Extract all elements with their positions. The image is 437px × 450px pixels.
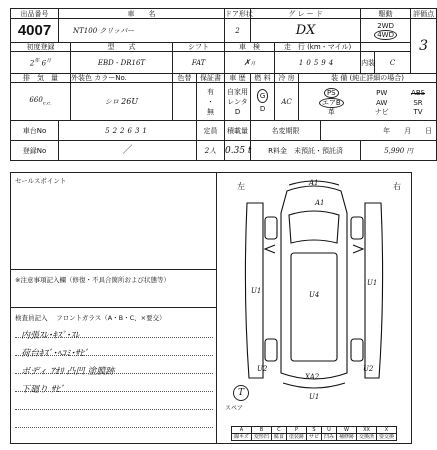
- fuel-diesel: D: [259, 104, 266, 113]
- expiry-label: 名変期限: [251, 121, 321, 141]
- mark-left-u1: U1: [251, 287, 262, 295]
- equip-ps: PS: [324, 88, 339, 98]
- doors-value: 2: [225, 19, 251, 43]
- equip-sr: SR: [413, 98, 423, 107]
- car-name: NT100 クリッパー: [59, 19, 225, 43]
- doors-label: ドア形状: [225, 9, 253, 18]
- color-header: [71, 74, 173, 83]
- inspector-label: 検査員記入: [15, 314, 48, 322]
- mark-hood-a1: A1: [315, 199, 325, 207]
- inspector-note-4: 下廻り ｻﾋﾞ: [21, 385, 65, 395]
- mark-right-u1: U1: [367, 279, 378, 287]
- car-name-label: 車 名: [59, 9, 225, 19]
- chassis-label: 車台No: [11, 121, 59, 141]
- car-outline: [245, 181, 382, 388]
- cut-off-header-band: [10, 0, 412, 8]
- displacement-value: $660_{c.c.}$: [11, 83, 71, 121]
- recycle-amount: 5,990: [384, 146, 405, 155]
- sales-point-label: セールスポイント: [15, 177, 67, 185]
- displacement-label: 排 気 量: [11, 74, 71, 83]
- lot-number: 4007: [11, 19, 59, 43]
- equip-pw: PW: [376, 88, 388, 97]
- inspection-label: 車 検: [225, 43, 275, 52]
- displacement-number: 660: [29, 96, 43, 105]
- spare-tire-mark: T: [233, 385, 249, 401]
- mileage-value: 10594: [275, 52, 361, 74]
- shift-value: FAT: [173, 52, 225, 74]
- mark-front-a1: A1: [309, 179, 319, 187]
- vehicle-info-table: [10, 8, 437, 161]
- type-label: 車 歴: [225, 74, 251, 83]
- color-value: [71, 83, 173, 121]
- drive-value: [361, 19, 411, 43]
- inspector-header: [11, 310, 170, 325]
- reg-no-label: 登録No: [11, 141, 59, 161]
- notes-column: [11, 173, 217, 443]
- damage-marks: [251, 179, 377, 401]
- grade-label: グ レ ー ド: [251, 9, 361, 19]
- equipment-grid: [299, 83, 437, 121]
- load-value: 0.35 t: [225, 141, 251, 161]
- mark-rear-left-u2: U2: [257, 365, 268, 373]
- interior-label: 内装: [361, 52, 375, 74]
- lower-section: [10, 172, 412, 444]
- color-change-label: 色替: [173, 74, 197, 83]
- rating-label: 評価点: [411, 9, 437, 19]
- inspector-note-1: 内張ｽﾚ･ｷｽﾞ･ｽﾚ: [21, 331, 80, 341]
- equipment-label: 装 備 (純正詳細の場合): [299, 74, 437, 83]
- reg-no-value: ／: [59, 141, 197, 161]
- damage-legend: A B C P S U W XX X 線キズ 変形凹 腐食 塗装跡 サビ 凹み 補修跡 交換済 要交換: [231, 426, 397, 441]
- inspection-month-label: 月: [250, 60, 256, 67]
- ac-value: AC: [275, 83, 299, 121]
- warranty-label: 保証書: [197, 74, 225, 83]
- diagram-column: [217, 173, 411, 443]
- equip-airbag: エアB: [319, 98, 344, 108]
- color-no-label: カラーNo.: [94, 74, 127, 82]
- history-values: 自家用 レンタ D: [225, 83, 251, 121]
- right-side-label: 右: [393, 182, 401, 191]
- left-side-label: 左: [237, 182, 245, 191]
- expiry-date: 年 月 日: [321, 121, 437, 141]
- reg-year: 2: [29, 59, 35, 68]
- inspector-note-2: 荷台ｷｽﾞ･ﾍｺﾐ･ｻﾋﾞ: [21, 349, 89, 359]
- chassis-value: 522631: [59, 121, 197, 141]
- mark-tailgate-xa2: XA2: [305, 373, 320, 381]
- mark-rear-u1: U1: [309, 393, 320, 401]
- mark-rear-right-u2: U2: [363, 365, 374, 373]
- reg-month: 6: [41, 59, 47, 68]
- recycle-value: 5,990 円: [361, 141, 437, 161]
- equip-navi: ナビ: [374, 107, 389, 116]
- mark-bed-u4: U4: [309, 291, 320, 299]
- lot-label: 出品番号: [11, 9, 59, 19]
- drive-4wd: 4WD: [374, 30, 397, 40]
- inspector-note-3: ボディ ｱｵﾘ 凸凹 塗膜跡: [21, 367, 115, 377]
- color-name: シロ: [104, 97, 119, 106]
- auction-sheet: [10, 8, 435, 444]
- model-label: 型 式: [71, 43, 173, 52]
- mileage-label: 走 行 (km・マイル): [275, 43, 361, 52]
- ac-label: 冷 房: [275, 74, 299, 83]
- spare-label: スペア: [225, 405, 244, 412]
- capacity-value: 2人: [197, 141, 225, 161]
- equip-leather: 革: [327, 107, 335, 116]
- fuel-gas: G: [257, 89, 268, 103]
- shift-label: シフト: [173, 43, 225, 52]
- interior-value: C: [375, 52, 411, 74]
- drive-2wd: 2WD: [377, 21, 394, 30]
- capacity-label: 定員: [197, 121, 225, 141]
- warranty-values: 有 ・ 無: [197, 83, 225, 121]
- model-value: EBD - DR16T: [71, 52, 173, 74]
- equip-tv: TV: [413, 107, 423, 116]
- first-reg-label: 初度登録: [11, 43, 71, 52]
- equip-aw: AW: [376, 98, 388, 107]
- drive-label: 駆動: [361, 9, 411, 19]
- rating-value: 3: [411, 19, 437, 74]
- inspection-value: ✗月: [225, 52, 275, 74]
- fuel-label: 燃 料: [251, 74, 275, 83]
- car-damage-diagram: [217, 173, 411, 403]
- equip-abs: ABS: [411, 88, 425, 97]
- color-label: 外装色: [71, 74, 92, 82]
- windshield-label: フロントガラス（A・B・C、×要交）: [56, 314, 166, 322]
- first-reg-value: $2^年$ $6^月$: [11, 52, 71, 74]
- fuel-values: [251, 83, 275, 121]
- color-number: 26U: [121, 96, 139, 106]
- grade-value: DX: [251, 19, 361, 43]
- recycle-label: R料金 未預託・預託済: [251, 141, 361, 161]
- load-label: 積載量: [225, 121, 251, 141]
- notes-label: ※注意事項記入欄（修復・不具合箇所および状態等）: [15, 276, 170, 284]
